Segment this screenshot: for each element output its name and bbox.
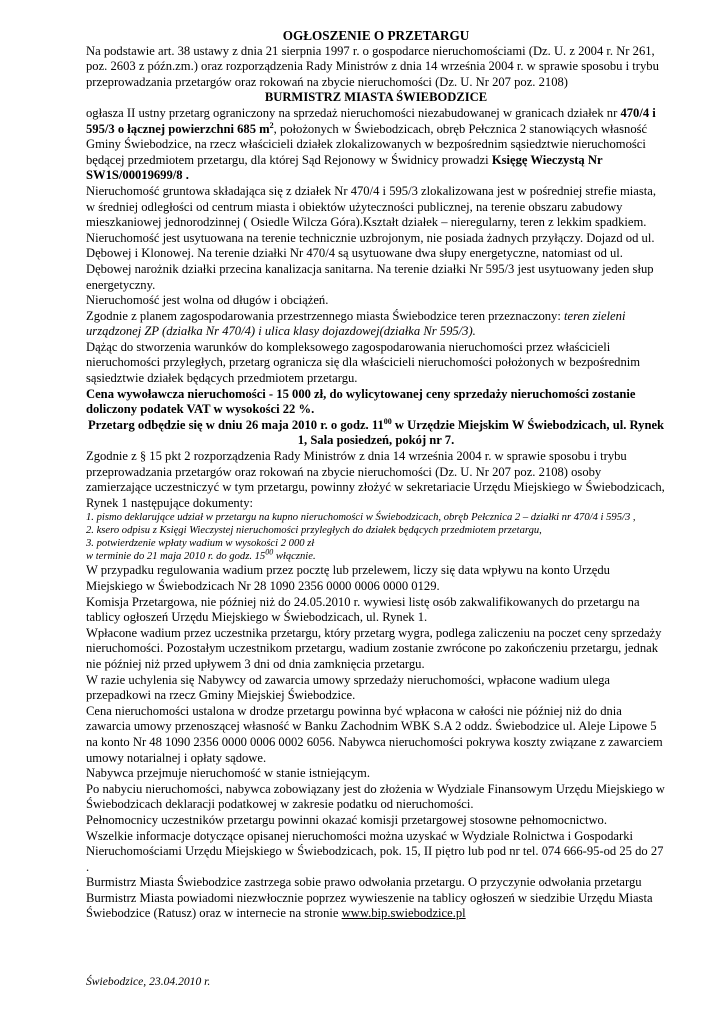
evasion-paragraph: W razie uchylenia się Nabywcy od zawarcia umowy sprzedaży nieruchomości, wpłacone wadium ulega przepadkowi na rzecz Gminy Miejskiej Świebodzice. <box>86 672 610 703</box>
transfer-paragraph: W przypadku regulowania wadium przez pocztę lub przelewem, liczy się data wpływu na konto Urzędu Miejskiego w Świebodzicach Nr 28 1090 2356 0000 0006 0000 0129. <box>86 563 610 593</box>
list-item: 3. potwierdzenie wpłaty wadium w wysokości 2 000 zł <box>86 538 315 550</box>
announce-text-2: , położonych w Świebodzicach, obręb Pełcznica 2 stanowiących własność Gminy Świebodzice, na rzecz właścicieli działek zlokalizowanych w bezpośrednim sąsiedztwie nieruchomości będącej przedmiotem przetargu, dla której Sąd Rejonowy w Świdnicy prowadzi <box>86 121 648 167</box>
location-paragraph: Nieruchomość gruntowa składająca się z działek Nr 470/4 i 595/3 zlokalizowana jest w pośredniej strefie miasta, w średniej odległości od centrum miasta i obiektów użyteczności publicznej, na terenie obszaru zabudowy mieszkaniowej jednorodzinnej ( Osiedle Wilcza Góra).Kształt działek – nieregularny, teren z lekkim spadkiem. <box>86 183 657 230</box>
commission-paragraph: Komisja Przetargowa, nie później niż do 24.05.2010 r. wywiesi listę osób zakwalifikowanych do przetargu na tablicy ogłoszeń Urzędu Miejskiego w Świebodzicach, ul. Rynek 1. <box>86 594 640 625</box>
announce-text-1: ogłasza II ustny przetarg ograniczony na sprzedaż nieruchomości niezabudowanej w granicach działek nr <box>86 105 621 120</box>
documents-intro-paragraph: Zgodnie z § 15 pkt 2 rozporządzenia Rady Ministrów z dnia 14 września 2004 r. w sprawie sposobu i trybu przeprowadzania przetargów oraz rokowań na zbycie nieruchomości (Dz. U. Nr 207 poz. 2108) osoby zamierzające uczestniczyć w tym przetargu, powinny złożyć w sekretariacie Urzędu Miejskiego w Świebodzicach, Rynek 1 następujące dokumenty: <box>86 449 665 510</box>
utilities-paragraph: Nieruchomość jest usytuowana na terenie technicznie uzbrojonym, nie posiada żadnych przyłączy. Dojazd od ul. Dębowej i Klonowej. Na terenie działki Nr 470/4 są usytuowane dwa słupy energetyczne, natomiast od ul. Dębowej narożnik działki przecina kanalizacja sanitarna. Na terenie działki Nr 595/3 jest usytuowany jeden słup energetyczny. <box>86 230 655 292</box>
starting-price-paragraph: Cena wywoławcza nieruchomości - 15 000 zł, do wylicytowanej ceny sprzedaży nieruchomości zostanie doliczony podatek VAT w wysokości 22 %. <box>86 386 636 417</box>
list-item: 1. pismo deklarujące udział w przetargu na kupno nieruchomości w Świebodzicach, obręb Pełcznica 2 – działki nr 470/4 i 595/3 , <box>86 512 636 524</box>
proxy-paragraph: Pełnomocnicy uczestników przetargu powinni okazać komisji przetargowej stosowne pełnomocnictwo. <box>86 812 607 827</box>
payment-paragraph: Cena nieruchomości ustalona w drodze przetargu powinna być wpłacona w całości nie później niż do dnia zawarcia umowy przenoszącej własność w Banku Zachodnim WBK S.A 2 oddz. Świebodzice ul. Aleje Lipowe 5 na konto Nr 48 1090 2356 0000 0006 0002 6056. Nabywca nieruchomości pokrywa koszty związane z zawarciem umowy notarialnej i opłaty sądowe. <box>86 703 663 765</box>
legal-basis-paragraph: Na podstawie art. 38 ustawy z dnia 21 sierpnia 1997 r. o gospodarce nieruchomościami (Dz. U. z 2004 r. Nr 261, poz. 2603 z późn.zm.) oraz rozporządzenia Rady Ministrów z dnia 14 września 2004 r. w sprawie sposobu i trybu przeprowadzania przetargów oraz rokowań na zbycie nieruchomości (Dz. U. Nr 207 poz. 2108) <box>86 43 659 89</box>
auction-date-paragraph: Przetarg odbędzie się w dniu 26 maja 2010 r. o godz. $11^{00}$ w Urzędzie Miejskim W Świebodzicach, ul. Rynek 1, Sala posiedzeń, pokój nr 7. <box>87 416 665 448</box>
plot-area-text: 470/4 i 595/3 o łącznej powierzchni 685 $m^2$ <box>86 105 656 136</box>
info-paragraph: Wszelkie informacje dotyczące opisanej nieruchomości można uzyskać w Wydziale Rolnictwa i Gospodarki Nieruchomościami Urzędu Miejskiego w Świebodzicach, pok. 15, II piętro lub pod nr tel. 074 666-95-od 25 do 27 . <box>86 828 664 874</box>
zoning-plan-designation: teren zieleni urządzonej ZP (działka Nr 470/4) i ulica klasy dojazdowej(działka Nr 595/3). <box>86 308 626 339</box>
state-paragraph: Nabywca przejmuje nieruchomość w stanie istniejącym. <box>86 766 370 781</box>
land-register-number: Księgę Wieczystą Nr SW1S/00019699/8 . <box>86 152 603 183</box>
announce-paragraph <box>86 106 666 184</box>
authority-heading: BURMISTRZ MIASTA ŚWIEBODZICE <box>264 90 488 105</box>
place-date-footer: Świebodzice, 23.04.2010 r. <box>86 975 211 988</box>
documents-list <box>86 511 666 563</box>
zoning-plan-paragraph: Zgodnie z planem zagospodarowania przestrzennego miasta Świebodzice teren przeznaczony: teren zieleni urządzonej ZP (działka Nr 470/4) i ulica klasy dojazdowej(działka Nr 595/3). <box>86 308 626 339</box>
restriction-paragraph: Dążąc do stworzenia warunków do kompleksowego zagospodarowania nieruchomości przez właścicieli nieruchomości przyległych, przetarg ogranicza się dla właścicieli nieruchomości położonych w bezpośrednim sąsiedztwie działek będących przedmiotem przetargu. <box>86 339 641 386</box>
bip-website-link[interactable]: www.bip.swiebodzice.pl <box>341 906 466 921</box>
page-title: OGŁOSZENIE O PRZETARGU <box>282 28 470 43</box>
deadline-item: w terminie do 21 maja 2010 r. do godz. $15^{00}$ włącznie. <box>86 547 316 563</box>
free-of-debts-paragraph: Nieruchomość jest wolna od długów i obciążeń. <box>86 293 329 308</box>
list-item: 2. ksero odpisu z Księgi Wieczystej nieruchomości przyległych do działek będących przedmiotem przetargu, <box>86 525 542 537</box>
closing-paragraph: Burmistrz Miasta Świebodzice zastrzega sobie prawo odwołania przetargu. O przyczynie odwołania przetargu Burmistrz Miasta powiadomi niezwłocznie poprzez wywieszenie na tablicy ogłoszeń w siedzibie Urzędu Miasta Świebodzice (Ratusz) oraz w internecie na stronie www.bip.swiebodzice.pl <box>86 875 653 921</box>
deposit-paragraph: Wpłacone wadium przez uczestnika przetargu, który przetarg wygra, podlega zaliczeniu na poczet ceny sprzedaży nieruchomości. Pozostałym uczestnikom przetargu, wadium zostanie zwrócone po zakończeniu przetargu, jednak nie później niż przed upływem 3 dni od dnia zamknięcia przetargu. <box>86 625 662 671</box>
tax-paragraph: Po nabyciu nieruchomości, nabywca zobowiązany jest do złożenia w Wydziale Finansowym Urzędu Miejskiego w Świebodzicach deklaracji podatkowej w zakresie podatku od nieruchomości. <box>86 781 665 812</box>
